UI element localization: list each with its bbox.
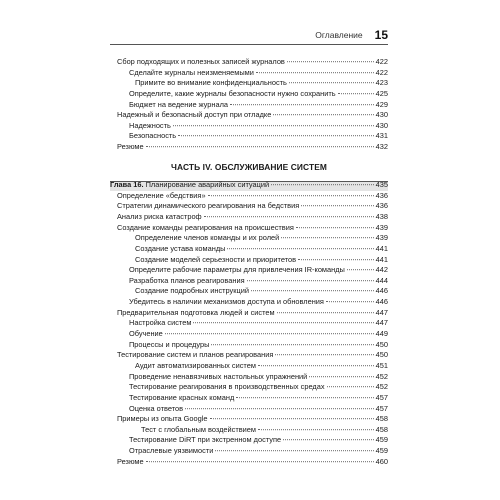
toc-entry[interactable]	[110, 435, 388, 446]
toc-dot-leader	[211, 344, 373, 345]
toc-dot-leader	[165, 333, 374, 334]
toc-entry[interactable]	[110, 78, 388, 89]
toc-entry[interactable]	[110, 350, 388, 361]
toc-entry-page: 457	[375, 392, 388, 402]
toc-dot-leader	[338, 93, 374, 94]
toc-entry-page: 438	[375, 211, 388, 221]
toc-entry-page: 452	[375, 371, 388, 381]
toc-entry[interactable]	[110, 233, 388, 244]
toc-dot-leader	[327, 386, 374, 387]
toc-entry[interactable]	[110, 393, 388, 404]
toc-entry-page: 436	[375, 190, 388, 200]
toc-entry-title: Тест с глобальным воздействием	[141, 424, 256, 434]
toc-entry-page: 439	[375, 222, 388, 232]
toc-entry[interactable]	[110, 446, 388, 457]
toc-entry-title: Определите рабочие параметры для привлечения IR-команды	[129, 265, 345, 275]
toc-dot-leader	[298, 259, 374, 260]
toc-chapter	[110, 180, 388, 191]
toc-entry-page: 447	[375, 318, 388, 328]
toc-dot-leader	[173, 125, 374, 126]
toc-entry[interactable]	[110, 286, 388, 297]
toc-entry-page: 452	[375, 382, 388, 392]
page-number: 15	[374, 28, 388, 42]
toc-dot-leader	[227, 248, 373, 249]
toc-dot-leader	[289, 82, 374, 83]
toc-entry[interactable]	[110, 361, 388, 372]
toc-entry-title: Проведение ненавязчивых настольных упражнений	[129, 371, 308, 381]
toc-dot-leader	[301, 206, 373, 207]
toc-entry-page: 447	[375, 307, 388, 317]
toc-dot-leader	[271, 184, 374, 185]
toc-entry-title: Определение «бедствия»	[117, 190, 206, 200]
toc-dot-leader	[251, 291, 374, 292]
toc-entry-page: 451	[375, 360, 388, 370]
chapter-label: Глава 16.	[110, 180, 144, 189]
toc-dot-leader	[185, 408, 374, 409]
toc-entry-title: Аудит автоматизированных систем	[135, 360, 256, 370]
toc-section-top	[110, 57, 388, 153]
toc-dot-leader	[287, 61, 374, 62]
toc-entry[interactable]	[110, 265, 388, 276]
toc-entry[interactable]	[110, 414, 388, 425]
toc-entry[interactable]	[110, 191, 388, 202]
toc-entry[interactable]	[110, 110, 388, 121]
toc-dot-leader	[210, 418, 374, 419]
toc-entry[interactable]	[110, 329, 388, 340]
toc-entry-page: 446	[375, 286, 388, 296]
toc-entry-page: 436	[375, 201, 388, 211]
toc-entry-page: 444	[375, 275, 388, 285]
toc-entry[interactable]	[110, 318, 388, 329]
toc-entry[interactable]	[110, 382, 388, 393]
part-title: ЧАСТЬ IV. ОБСЛУЖИВАНИЕ СИСТЕМ	[171, 162, 327, 172]
toc-entry-page: 449	[375, 329, 388, 339]
toc-entry-title: Оценка ответов	[129, 403, 184, 413]
toc-entry-title: Тестирование реагирования в производственных средах	[129, 382, 325, 392]
toc-dot-leader	[208, 195, 374, 196]
toc-dot-leader	[309, 376, 373, 377]
toc-dot-leader	[215, 450, 373, 451]
toc-entry-title: Отраслевые уязвимости	[129, 446, 214, 456]
toc-dot-leader	[283, 440, 374, 441]
toc-entry-page: 432	[375, 142, 388, 152]
toc-dot-leader	[204, 216, 374, 217]
toc-entry-page: 459	[375, 446, 388, 456]
header-rule	[110, 44, 388, 45]
toc-entry-page: 439	[375, 233, 388, 243]
toc-entry[interactable]	[110, 244, 388, 255]
chapter-title: Планирование аварийных ситуаций	[145, 180, 270, 189]
toc-entry-title: Настройка систем	[129, 318, 192, 328]
toc-dot-leader	[281, 237, 373, 238]
toc-entry[interactable]	[110, 68, 388, 79]
toc-entry-page: 435	[375, 180, 388, 189]
toc-entry-title: Сбор подходящих и полезных записей журналов	[117, 57, 285, 66]
running-header	[110, 27, 388, 43]
toc-entry-page: 422	[375, 67, 388, 77]
toc-entry-page: 430	[375, 120, 388, 130]
toc-dot-leader	[256, 72, 374, 73]
toc-entry-title: Тестирование систем и планов реагирования	[117, 350, 274, 360]
toc-entry[interactable]	[110, 425, 388, 436]
toc-entry-page: 442	[375, 265, 388, 275]
toc-entry-page: 459	[375, 435, 388, 445]
toc-entry[interactable]	[110, 340, 388, 351]
toc-dot-leader	[347, 269, 374, 270]
toc-entry[interactable]	[110, 100, 388, 111]
toc-entry[interactable]	[110, 201, 388, 212]
toc-entry[interactable]	[110, 372, 388, 383]
toc-dot-leader	[146, 146, 374, 147]
toc-entry[interactable]	[110, 276, 388, 287]
toc-entry-title: Бюджет на ведение журнала	[129, 99, 228, 109]
toc-section-bottom	[110, 191, 388, 468]
toc-entry-title: Тестирование красных команд	[129, 392, 235, 402]
toc-entry[interactable]	[110, 223, 388, 234]
toc-chapter-entry[interactable]	[110, 180, 388, 191]
toc-entry-title: Надежность	[129, 120, 171, 130]
toc-dot-leader	[277, 312, 374, 313]
toc-dot-leader	[146, 461, 374, 462]
toc-entry-title: Обучение	[129, 329, 163, 339]
toc-entry-page: 450	[375, 339, 388, 349]
toc-entry-title: Надежный и безопасный доступ при отладке	[117, 110, 272, 120]
toc-dot-leader	[178, 136, 374, 137]
toc-entry[interactable]	[110, 308, 388, 319]
toc-entry-page: 429	[375, 99, 388, 109]
toc-entry-title	[110, 180, 269, 191]
toc-entry-title: Резюме	[117, 142, 144, 152]
toc-entry-page: 441	[375, 254, 388, 264]
toc-entry[interactable]	[110, 255, 388, 266]
toc-entry-title: Безопасность	[129, 131, 177, 141]
toc-entry-title: Тестирование DiRT при экстренном доступе	[129, 435, 282, 445]
toc-dot-leader	[247, 280, 374, 281]
toc-entry-page: 441	[375, 243, 388, 253]
toc-entry-page: 450	[375, 350, 388, 360]
toc-entry-page: 460	[375, 456, 388, 466]
toc-dot-leader	[236, 397, 373, 398]
toc-entry-title: Создание подробных инструкций	[135, 286, 249, 296]
toc-entry-page: 431	[375, 131, 388, 141]
toc-dot-leader	[258, 429, 374, 430]
toc-entry[interactable]	[110, 457, 388, 468]
toc-dot-leader	[258, 365, 374, 366]
toc-entry[interactable]	[110, 57, 388, 68]
toc-entry-title: Определите, какие журналы безопасности нужно сохранить	[129, 88, 336, 98]
toc-entry[interactable]	[110, 142, 388, 153]
toc-entry[interactable]	[110, 131, 388, 142]
toc-dot-leader	[230, 104, 374, 105]
toc-entry-page: 446	[375, 297, 388, 307]
toc-entry-title: Сделайте журналы неизменяемыми	[129, 67, 254, 77]
toc-entry-title: Определение членов команды и их ролей	[135, 233, 280, 243]
toc-entry[interactable]	[110, 297, 388, 308]
toc-entry-title: Предварительная подготовка людей и систем	[117, 307, 275, 317]
toc-entry-title: Разработка планов реагирования	[129, 275, 245, 285]
toc-entry-page: 422	[375, 57, 388, 66]
toc-entry[interactable]	[110, 212, 388, 223]
toc-entry-page: 457	[375, 403, 388, 413]
toc-entry-page: 423	[375, 78, 388, 88]
toc-entry-title: Убедитесь в наличии механизмов доступа и обновления	[129, 297, 324, 307]
toc-entry-title: Создание команды реагирования на происшествия	[117, 222, 294, 232]
toc-entry-title: Примеры из опыта Google	[117, 414, 208, 424]
toc-entry-title: Создание устава команды	[135, 243, 226, 253]
toc-dot-leader	[273, 114, 373, 115]
toc-entry-title: Процессы и процедуры	[129, 339, 210, 349]
toc-entry[interactable]	[110, 89, 388, 100]
toc-entry-title: Резюме	[117, 456, 144, 466]
toc-entry-title: Анализ риска катастроф	[117, 211, 202, 221]
toc-entry-title: Стратегии динамического реагирования на бедствия	[117, 201, 300, 211]
running-title: Оглавление	[315, 30, 363, 40]
toc-entry[interactable]	[110, 121, 388, 132]
toc-entry-page: 425	[375, 88, 388, 98]
toc-entry-title: Примите во внимание конфиденциальность	[135, 78, 287, 88]
toc-entry-page: 458	[375, 424, 388, 434]
toc-entry-title: Создание моделей серьезности и приоритетов	[135, 254, 297, 264]
toc-entry[interactable]	[110, 404, 388, 415]
toc-dot-leader	[296, 227, 374, 228]
toc-dot-leader	[326, 301, 374, 302]
toc-entry-page: 458	[375, 414, 388, 424]
toc-dot-leader	[193, 323, 373, 324]
toc-dot-leader	[275, 354, 373, 355]
toc-entry-page: 430	[375, 110, 388, 120]
